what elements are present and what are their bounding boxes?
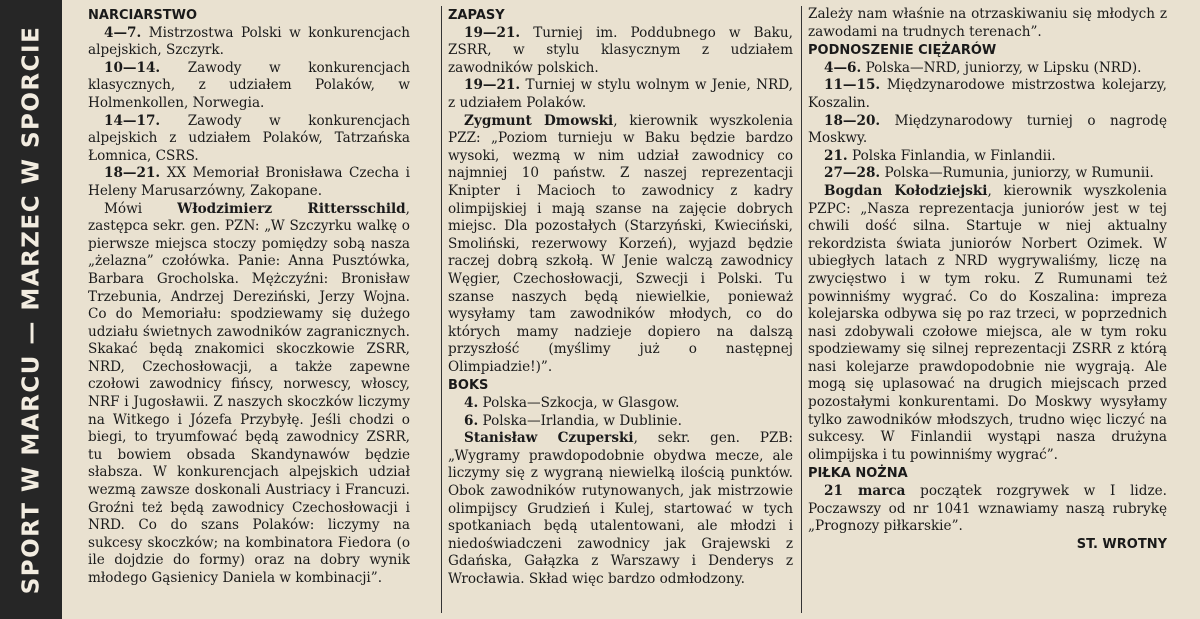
event-item: 19—21. Turniej w stylu wolnym w Jenie, NRD, z udziałem Polaków.	[448, 77, 793, 111]
event-item: 14—17. Zawody w konkurencjach alpejskich z udziałem Polaków, Tatrzańska Łomnica, CSRS.	[88, 112, 410, 164]
section-heading-football: PIŁKA NOŻNA	[808, 466, 908, 482]
event-item: 4—6. Polska—NRD, juniorzy, w Lipsku (NRD).	[824, 59, 1142, 76]
event-item: 21. Polska Finlandia, w Finlandii.	[824, 147, 1056, 164]
interview-paragraph: Stanisław Czuperski, sekr. gen. PZB: „Wygramy prawdopodobnie obydwa mecze, ale liczymy się z wygraną niewielką ilością punktów. Obok zawodników rutynowanych, jak mistrzowie olimpijscy Grudzień i Kulej, startować w tych spotkaniach będą utalentowani, ale młodzi i niedoświadczeni zawodnicy jak Grajewski z Gdańska, Gałązka z Warszawy i Denderys z Wrocławia. Skład więc bardzo odmłodzony.	[448, 430, 793, 587]
author-signature: ST. WROTNY	[1076, 536, 1167, 552]
continued-paragraph: Zależy nam właśnie na otrzaskiwaniu się młodych z zawodami na trudnych terenach”.	[808, 6, 1167, 40]
event-item: 6. Polska—Irlandia, w Dublinie.	[464, 412, 682, 429]
interview-paragraph: Mówi Włodzimierz Rittersschild, zastępca sekr. gen. PZN: „W Szczyrku walkę o pierwsze miejsca stoczy pomiędzy sobą nasza „żelazna” czołówka. Panie: Anna Pusztówka, Barbara Grocholska. Mężczyźni: Bronisław Trzebunia, Andrzej Dereziński, Jerzy Wojna. Co do Memoriału: spodziewamy się dużego udziału świetnych zawodników zagranicznych. Skakać będą znakomici skoczkowie ZSRR, NRD, Czechosłowacji, a także zapewne czołowi zawodnicy fińscy, norwescy, włoscy, NRF i Jugosławii. Z naszych skoczków liczymy na Witkego i Józefa Przybyłę. Jeśli chodzi o biegi, to tryumfować będą zawodnicy ZSRR, tu bowiem obsada Skandynawów będzie słabsza. W konkurencjach alpejskich udział wezmą zawsze doskonali Austriacy i Francuzi. Groźni też będą zawodnicy Czechosłowacji i NRD. Co do szans Polaków: liczymy na sukcesy skoczków; na kombinatora Fiedora (o ile dojdzie do formy) oraz na dobry wynik młodego Gąsienicy Daniela w kombinacji”.	[88, 200, 410, 586]
vertical-title-banner	[0, 0, 62, 619]
section-heading-wrestling: ZAPASY	[448, 8, 505, 23]
section-heading-weightlifting: PODNOSZENIE CIĘŻARÓW	[808, 43, 997, 59]
section-heading-skiing: NARCIARSTWO	[88, 8, 198, 23]
event-item: 19—21. Turniej im. Poddubnego w Baku, ZSRR, w stylu klasycznym z udziałem zawodników polskich.	[448, 24, 793, 76]
section-heading-boxing: BOKS	[448, 378, 489, 394]
event-item: 27—28. Polska—Rumunia, juniorzy, w Rumunii.	[824, 165, 1154, 182]
event-item: 18—20. Międzynarodowy turniej o nagrodę Moskwy.	[808, 112, 1167, 147]
event-item: 10—14. Zawody w konkurencjach klasycznych, z udziałem Polaków, w Holmenkollen, Norwegia.	[88, 59, 410, 111]
column-1	[88, 6, 410, 613]
event-item: 18—21. XX Memoriał Bronisława Czecha i Heleny Marusarzówny, Zakopane.	[88, 165, 410, 199]
event-item: 4. Polska—Szkocja, w Glasgow.	[464, 395, 680, 412]
event-item: 11—15. Międzynarodowe mistrzostwa kolejarzy, Koszalin.	[808, 77, 1167, 111]
event-item: 21 marca początek rozgrywek w I lidze. Poczawszy od nr 1041 wznawiamy naszą rubrykę „Prognozy piłkarskie”.	[808, 483, 1167, 535]
interview-paragraph: Zygmunt Dmowski, kierownik wyszkolenia PZZ: „Poziom turnieju w Baku będzie bardzo wysoki, wezmą w nim udział zawodnicy co najmniej 10 państw. Z naszej reprezentacji Knipter i Macioch to zawodnicy z kadry olimpijskiej i mają szanse na zajęcie dobrych miejsc. Dla pozostałych (Starzyński, Kwieciński, Smoliński, rezerwowy Korzeń), wyjazd będzie raczej dobrą szkołą. W Jenie walczą zawodnicy Węgier, Czechosłowacji, Szwecji i Polski. Tu szanse naszych będą niewielkie, ponieważ wysyłamy tam zawodników młodych, co do których mamy nadzieje dopiero na dalszą przyszłość (myślimy już o następnej Olimpiadzie!)”.	[448, 112, 793, 375]
event-item: 4—7. Mistrzostwa Polski w konkurencjach alpejskich, Szczyrk.	[88, 24, 410, 59]
column-3	[801, 6, 1167, 613]
interview-paragraph: Bogdan Kołodziejski, kierownik wyszkolenia PZPC: „Nasza reprezentacja juniorów jest w tej chwili dość silna. Startuje w niej aktualny rekordzista świata juniorów Norbert Ozimek. W ubiegłych latach z NRD wygrywaliśmy, liczę na zwycięstwo i w tym roku. Z Rumunami też powinniśmy wygrać. Co do Koszalina: impreza kolejarska odbywa się po raz trzeci, w poprzednich nasi zdobywali czołowe miejsca, ale w tym roku spodziewamy się silnej reprezentacji ZSRR z którą nasi kolejarze prawdopodobnie nie wygrają. Ale mogą się uplasować na drugich miejscach przed pozostałymi konkurentami. Do Moskwy wysyłamy tylko zawodników młodszych, trudno więc liczyć na sukcesy. W Finlandii wystąpi nasza drużyna olimpijska i tu powinniśmy wygrać”.	[808, 182, 1167, 463]
sidebar-title: SPORT W MARCU — MARZEC W SPORCIE	[18, 25, 45, 594]
column-2	[441, 6, 793, 613]
